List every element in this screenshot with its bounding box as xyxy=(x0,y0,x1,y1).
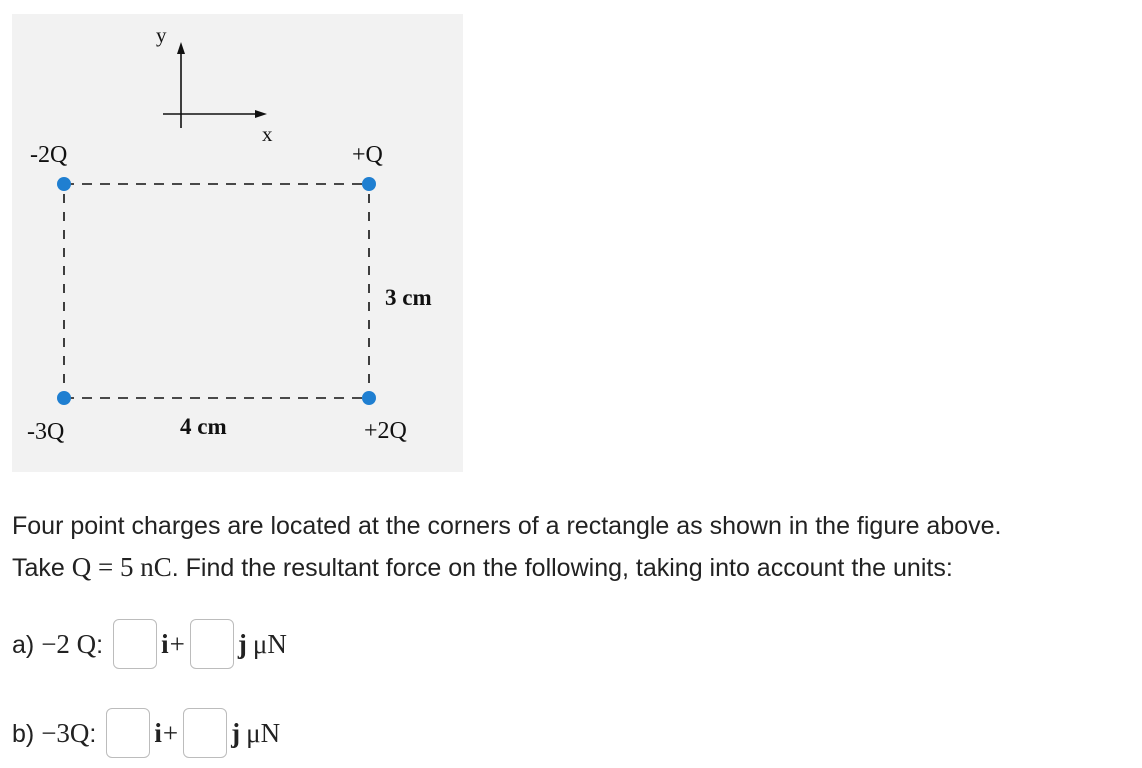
width-dimension-label: 4 cm xyxy=(180,414,227,439)
answer-a-charge: −2 Q xyxy=(41,628,97,659)
answer-a-prefix: a) xyxy=(12,630,42,659)
problem-line-2 xyxy=(12,547,1140,589)
j-unit-vector: j xyxy=(237,628,247,659)
charge-dot-bottom-right xyxy=(362,391,376,405)
answer-row-b xyxy=(12,705,280,761)
charge-diagram-svg xyxy=(12,14,463,472)
x-axis-label: x xyxy=(262,122,273,146)
answer-b-i-input[interactable] xyxy=(106,708,150,758)
answer-b-j-input[interactable] xyxy=(183,708,227,758)
charge-label-bottom-left: -3Q xyxy=(27,419,65,445)
charge-dot-top-right xyxy=(362,177,376,191)
answer-b-charge: −3Q xyxy=(41,717,90,748)
force-unit: μN xyxy=(246,717,281,748)
answer-row-a xyxy=(12,616,287,672)
charge-label-bottom-right: +2Q xyxy=(364,418,407,444)
problem-line-1: Four point charges are located at the corners of a rectangle as shown in the figure above. xyxy=(12,512,1002,540)
height-dimension-label: 3 cm xyxy=(385,285,432,310)
charge-value: Q = 5 nC xyxy=(71,552,172,582)
diagram-background xyxy=(12,14,463,472)
charge-label-top-right: +Q xyxy=(352,142,383,168)
problem-line-2-suffix: . Find the resultant force on the following, taking into account the units: xyxy=(171,554,953,582)
y-axis-label: y xyxy=(156,23,167,47)
answer-a-label xyxy=(12,629,103,660)
answer-a-colon: : xyxy=(96,630,104,659)
charge-dot-top-left xyxy=(57,177,71,191)
force-unit: μN xyxy=(252,628,287,659)
problem-statement xyxy=(12,506,1140,589)
charge-dot-bottom-left xyxy=(57,391,71,405)
charge-diagram xyxy=(12,14,463,472)
answer-b-colon: : xyxy=(89,719,97,748)
problem-line-2-prefix: Take xyxy=(12,554,72,582)
i-unit-vector: i xyxy=(161,628,169,659)
charge-label-top-left: -2Q xyxy=(30,142,68,168)
answer-a-i-input[interactable] xyxy=(113,619,157,669)
plus-sign: + xyxy=(169,628,185,659)
j-unit-vector: j xyxy=(231,717,241,748)
answer-b-prefix: b) xyxy=(12,719,42,748)
i-unit-vector: i xyxy=(154,717,162,748)
answer-b-label xyxy=(12,718,96,749)
answer-a-j-input[interactable] xyxy=(190,619,234,669)
plus-sign: + xyxy=(162,717,179,748)
